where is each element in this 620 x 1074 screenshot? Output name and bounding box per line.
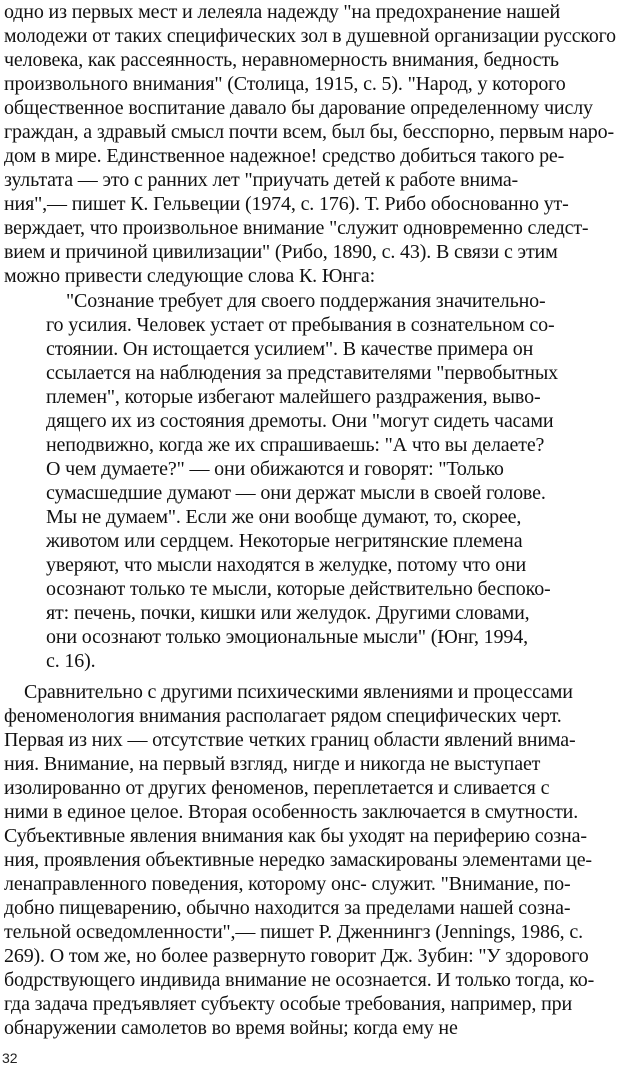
text-line: ними в единое целое. Вторая особенность заключается в смутности. <box>4 801 579 823</box>
quote-line: "Сознание требует для своего поддержания значительно- <box>66 290 546 312</box>
page-number: 32 <box>2 1050 18 1066</box>
text-line: Сравнительно с другими психическими явлениями и процессами <box>24 681 573 703</box>
text-line: изолированно от других феноменов, переплетается и сливается с <box>4 777 550 799</box>
text-line: ния. Внимание, на первый взгляд, нигде и никогда не выступает <box>4 753 541 775</box>
quote-line: ят: печень, почки, кишки или желудок. Другими словами, <box>46 602 530 624</box>
text-line: ния",— пишет К. Гельвеции (1974, с. 176). Т. Рибо обоснованно ут- <box>4 193 569 215</box>
quote-line: осознают только те мысли, которые действительно беспоко- <box>46 578 551 600</box>
quote-line: животом или сердцем. Некоторые негритянские племена <box>46 530 523 552</box>
text-line: граждан, а здравый смысл почти всем, был бы, бесспорно, первым наро- <box>4 121 615 143</box>
quote-line: уверяют, что мысли находятся в желудке, потому что они <box>46 554 527 576</box>
quote-line: неподвижно, когда же их спрашиваешь: "А что вы делаете? <box>46 434 545 456</box>
text-line: феноменология внимания располагает рядом специфических черт. <box>4 705 562 727</box>
quote-line: ссылается на наблюдения за представителями "первобытных <box>46 362 558 384</box>
text-line: бодрствующего индивида внимание не осознается. И только тогда, ко- <box>4 969 595 991</box>
text-line: можно привести следующие слова К. Юнга: <box>4 265 375 287</box>
text-line: тельной осведомленности",— пишет Р. Дженнингз (Jennings, 1986, с. <box>4 921 583 943</box>
text-line: обнаружении самолетов во время войны; когда ему не <box>4 1017 458 1039</box>
text-line: 269). О том же, но более развернуто говорит Дж. Зубин: "У здорового <box>4 945 589 967</box>
quote-line: племен", которые избегают малейшего раздражения, выво- <box>46 386 541 408</box>
text-line: Субъективные явления внимания как бы уходят на периферию созна- <box>4 825 587 847</box>
text-line: дом в мире. Единственное надежное! средство добиться такого ре- <box>4 145 565 167</box>
text-line: произвольного внимания" (Столица, 1915, с. 5). "Народ, у которого <box>4 73 566 95</box>
quote-line: Мы не думаем". Если же они вообще думают, то, скорее, <box>46 506 522 528</box>
quote-line: стоянии. Он истощается усилием". В качестве примера он <box>46 338 534 360</box>
quote-line: они осознают только эмоциональные мысли" (Юнг, 1994, <box>46 626 528 648</box>
text-line: ния, проявления объективные нередко замаскированы элементами це- <box>4 849 592 871</box>
text-line: добно пищеварению, обычно находится за пределами нашей созна- <box>4 897 571 919</box>
quote-line: сумасшедшие думают — они держат мысли в своей голове. <box>46 482 546 504</box>
text-line: одно из первых мест и лелеяла надежду "на предохранение нашей <box>4 1 561 23</box>
text-line: верждает, что произвольное внимание "служит одновременно следст- <box>4 217 589 239</box>
text-line: молодежи от таких специфических зол в душевной организации русского <box>4 25 616 47</box>
text-line: гда задача предъявляет субъекту особые требования, например, при <box>4 993 573 1015</box>
text-line: общественное воспитание давало бы дарование определенному числу <box>4 97 593 119</box>
text-line: ленаправленного поведения, которому онс- служит. "Внимание, по- <box>4 873 571 895</box>
text-line: человека, как рассеянность, неравномерность внимания, бедность <box>4 49 559 71</box>
quote-line: О чем думаете?" — они обижаются и говорят: "Только <box>46 458 504 480</box>
quote-line: дящего их из состояния дремоты. Они "могут сидеть часами <box>46 410 554 432</box>
text-line: зультата — это с ранних лет "приучать детей к работе внима- <box>4 169 519 191</box>
quote-line: го усилия. Человек устает от пребывания в сознательном со- <box>46 314 555 336</box>
quote-line: с. 16). <box>46 650 96 672</box>
text-line: вием и причиной цивилизации" (Рибо, 1890, с. 43). В связи с этим <box>4 241 558 263</box>
text-line: Первая из них — отсутствие четких границ области явлений внима- <box>4 729 576 751</box>
